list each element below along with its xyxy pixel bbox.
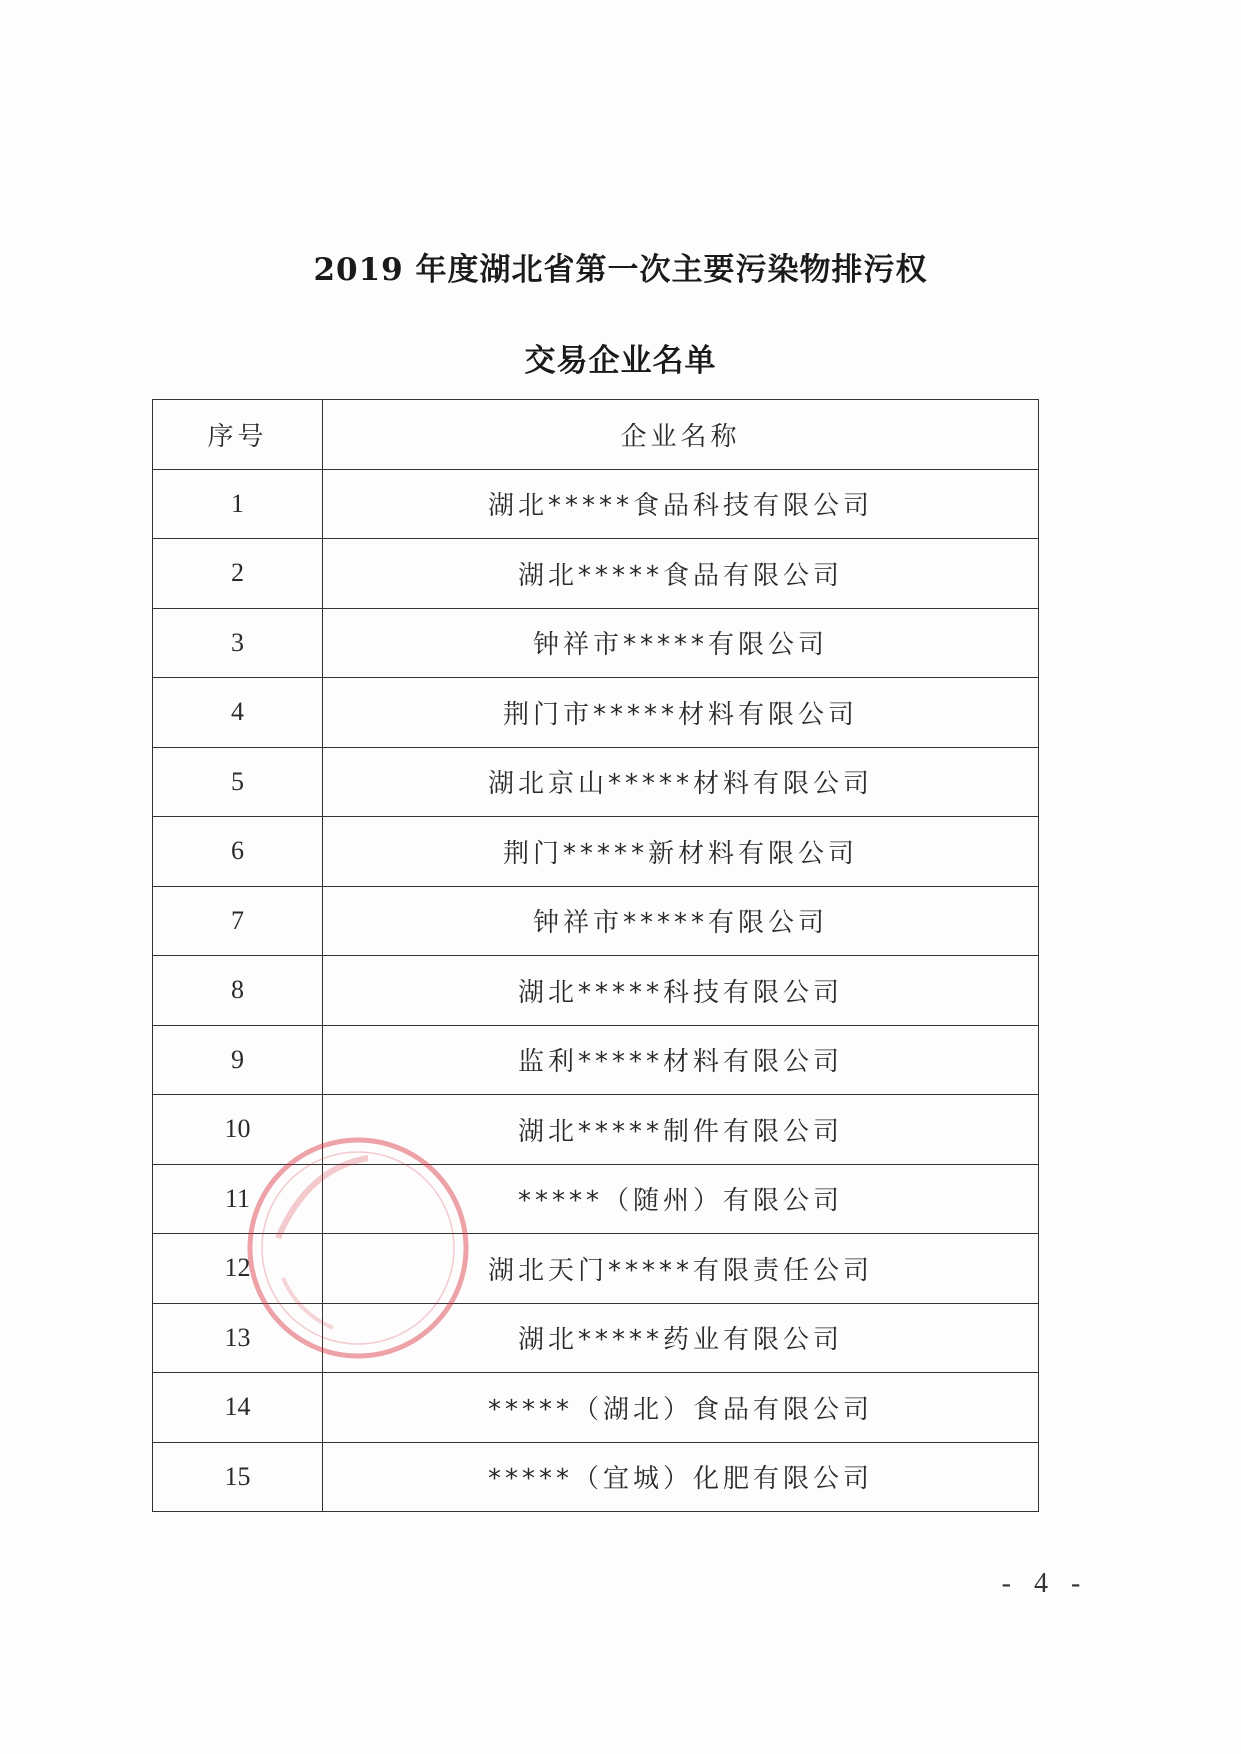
header-enterprise-name: 企业名称 [323,400,1039,470]
table-row [153,747,1039,817]
row-enterprise-name: 湖北*****科技有限公司 [323,956,1039,1026]
row-index: 8 [153,956,323,1026]
table-row [153,539,1039,609]
row-index: 2 [153,539,323,609]
row-enterprise-name: 湖北*****食品科技有限公司 [323,469,1039,539]
row-enterprise-name: *****（湖北）食品有限公司 [323,1373,1039,1443]
row-enterprise-name: 钟祥市*****有限公司 [323,608,1039,678]
row-enterprise-name: 钟祥市*****有限公司 [323,886,1039,956]
row-index: 15 [153,1442,323,1512]
row-enterprise-name: 湖北*****制件有限公司 [323,1095,1039,1165]
row-index: 11 [153,1164,323,1234]
table-row [153,1442,1039,1512]
row-enterprise-name: 荆门市*****材料有限公司 [323,678,1039,748]
document-title-line-2: 交易企业名单 [524,343,717,379]
table-row [153,1095,1039,1165]
row-enterprise-name: 湖北京山*****材料有限公司 [323,747,1039,817]
row-index: 5 [153,747,323,817]
row-index: 13 [153,1303,323,1373]
table-row [153,1234,1039,1304]
row-enterprise-name: 监利*****材料有限公司 [323,1025,1039,1095]
document-title-line-1: 2019 年度湖北省第一次主要污染物排污权 [313,252,928,288]
row-index: 12 [153,1234,323,1304]
table-row [153,1025,1039,1095]
row-index: 6 [153,817,323,887]
row-index: 4 [153,678,323,748]
table-row [153,956,1039,1026]
table-row [153,886,1039,956]
row-enterprise-name: *****（随州）有限公司 [323,1164,1039,1234]
header-index: 序号 [153,400,323,470]
row-enterprise-name: 湖北天门*****有限责任公司 [323,1234,1039,1304]
table-row [153,678,1039,748]
row-index: 9 [153,1025,323,1095]
table-row [153,817,1039,887]
row-enterprise-name: 荆门*****新材料有限公司 [323,817,1039,887]
table-row [153,608,1039,678]
table-header-row [153,400,1039,470]
row-index: 7 [153,886,323,956]
row-index: 14 [153,1373,323,1443]
row-index: 3 [153,608,323,678]
row-index: 1 [153,469,323,539]
page-number: - 4 - [1001,1568,1089,1599]
row-index: 10 [153,1095,323,1165]
table-row [153,1303,1039,1373]
row-enterprise-name: 湖北*****药业有限公司 [323,1303,1039,1373]
table-row [153,1373,1039,1443]
table-row [153,469,1039,539]
table-row [153,1164,1039,1234]
enterprise-list-table [152,399,1039,1512]
row-enterprise-name: 湖北*****食品有限公司 [323,539,1039,609]
row-enterprise-name: *****（宜城）化肥有限公司 [323,1442,1039,1512]
